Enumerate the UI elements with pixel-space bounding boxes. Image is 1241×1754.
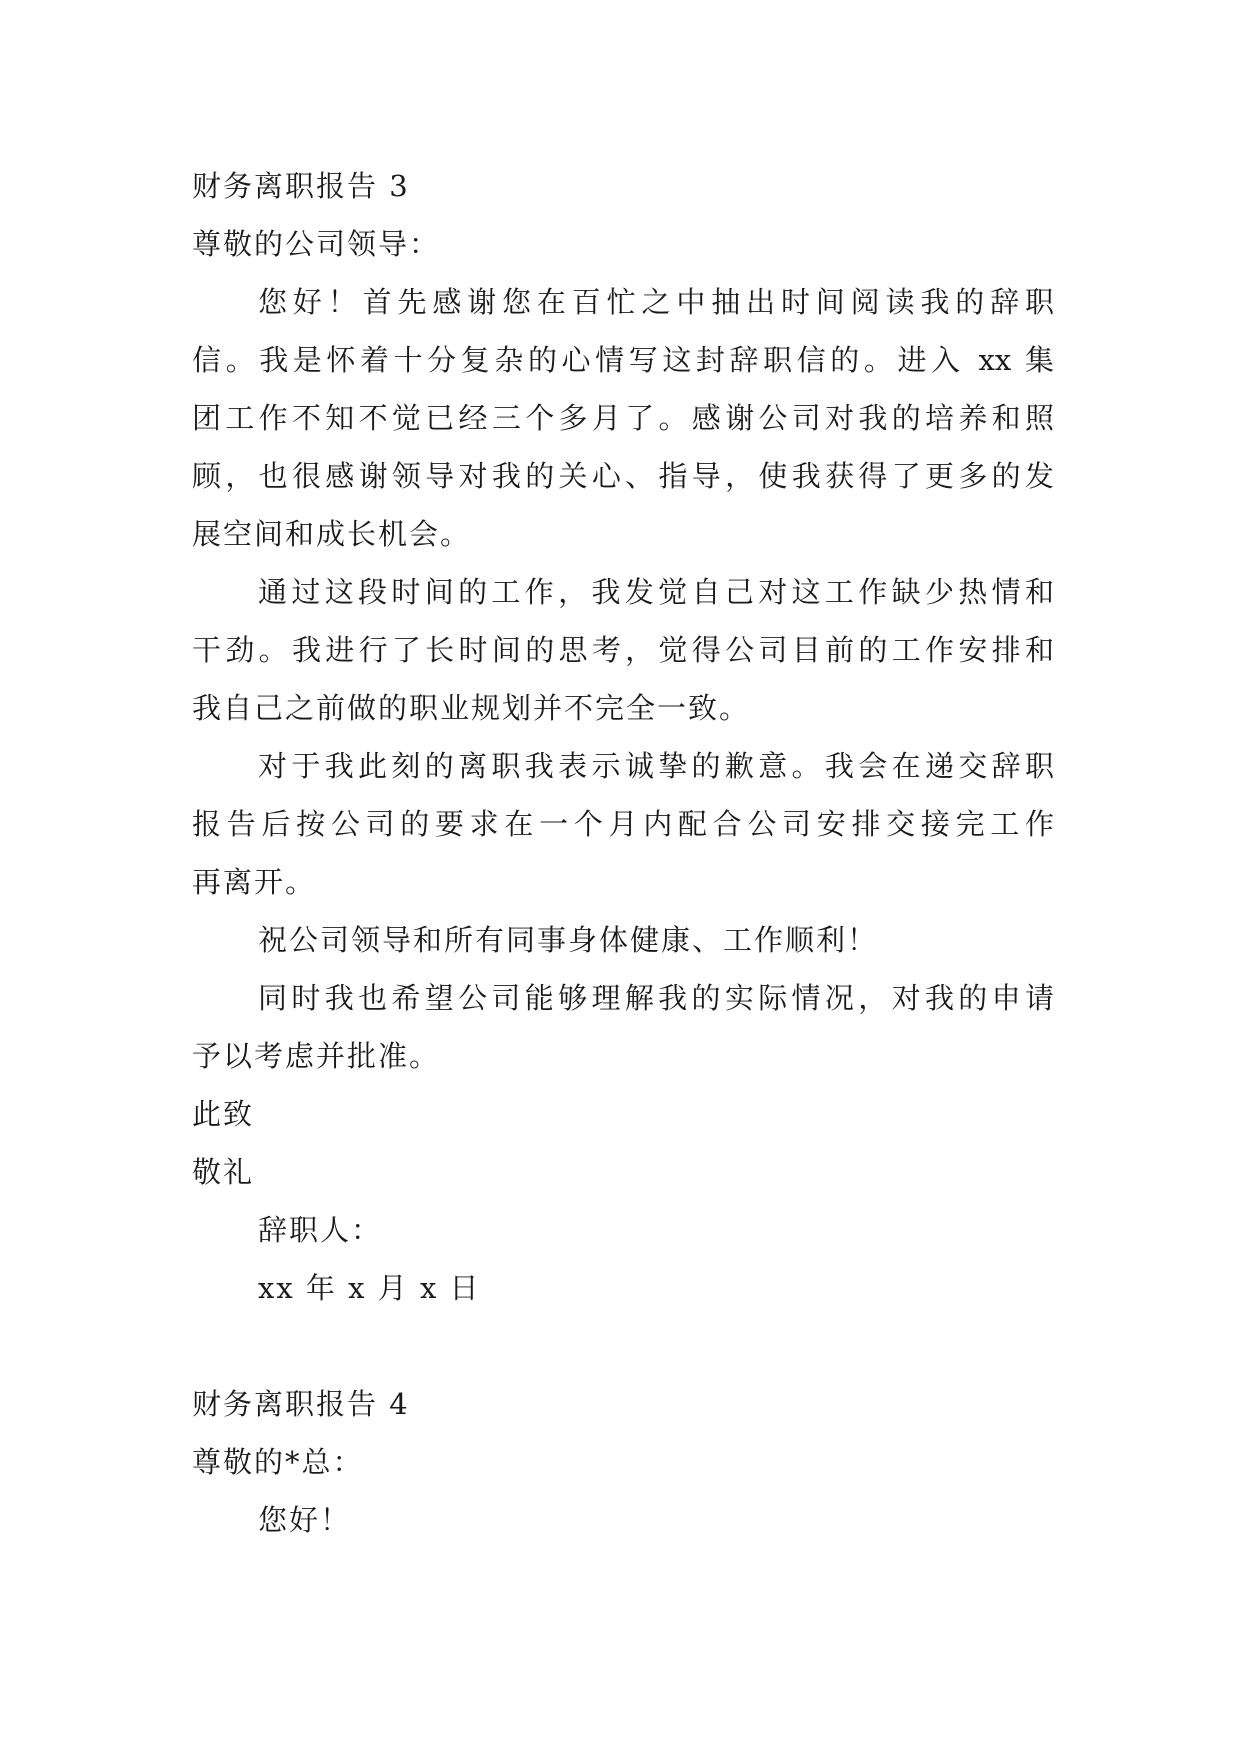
body-line: 予以考虑并批准。: [192, 1039, 441, 1073]
body-line: 报告后按公司的要求在一个月内配合公司安排交接完工作: [192, 807, 1054, 841]
signature-date: xx 年 x 月 x 日: [258, 1271, 481, 1305]
section4-salutation: 尊敬的*总：: [192, 1445, 364, 1479]
signature-label: 辞职人：: [258, 1213, 383, 1247]
body-line: 同时我也希望公司能够理解我的实际情况，对我的申请: [258, 981, 1054, 1015]
body-line: 干劲。我进行了长时间的思考，觉得公司目前的工作安排和: [192, 633, 1054, 667]
body-line: 信。我是怀着十分复杂的心情写这封辞职信的。进入 xx 集: [192, 343, 1054, 377]
closing-cizhi: 此致: [192, 1097, 255, 1131]
body-line: 通过这段时间的工作，我发觉自己对这工作缺少热情和: [258, 575, 1054, 609]
closing-jingli: 敬礼: [192, 1155, 255, 1189]
body-line: 再离开。: [192, 865, 317, 899]
section3-salutation: 尊敬的公司领导：: [192, 227, 441, 261]
body-line: 顾，也很感谢领导对我的关心、指导，使我获得了更多的发: [192, 459, 1054, 493]
body-line: 祝公司领导和所有同事身体健康、工作顺利！: [258, 923, 879, 957]
body-line: 您好！首先感谢您在百忙之中抽出时间阅读我的辞职: [258, 285, 1054, 319]
body-line: 展空间和成长机会。: [192, 517, 472, 551]
section3-title: 财务离职报告 3: [192, 169, 410, 203]
body-line: 对于我此刻的离职我表示诚挚的歉意。我会在递交辞职: [258, 749, 1054, 783]
body-line: 团工作不知不觉已经三个多月了。感谢公司对我的培养和照: [192, 401, 1054, 435]
body-line: 我自己之前做的职业规划并不完全一致。: [192, 691, 751, 725]
section4-title: 财务离职报告 4: [192, 1387, 410, 1421]
section4-greeting: 您好！: [258, 1503, 352, 1537]
